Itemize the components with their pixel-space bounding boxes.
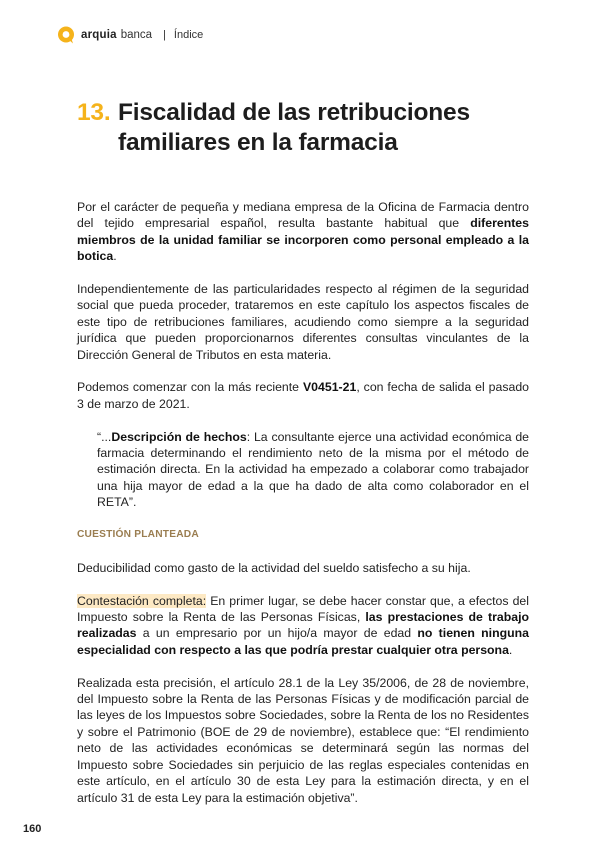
chapter-title: Fiscalidad de las retribuciones familiares en la farmacia: [118, 99, 470, 156]
block-quote: [97, 429, 529, 511]
article-body: [77, 199, 529, 822]
text: .: [113, 249, 117, 264]
text: : La consultante ejerce una actividad económica de farmacia determinando el rendimiento neto de la misma por el método de estimación directa. En la actividad ha empezado a colaborar como trabajador una hija mayor de edad a la que ha dado de alta como colaborador en el RETA”.: [97, 429, 530, 510]
paragraph: [77, 593, 529, 659]
bold-text: diferentes miembros de la unidad familiar se incorporen como personal empleado a la botica: [77, 216, 529, 264]
brand-name: arquia: [81, 29, 117, 41]
arquia-logo-icon: [57, 26, 75, 44]
paragraph: Independientemente de las particularidades respecto al régimen de la seguridad social que pueda proceder, trataremos en este capítulo los aspectos fiscales de este tipo de retribuciones familiares, acudiendo como siempre a la seguridad jurídica que pueden proporcionarnos diferentes consultas vinculantes de la Dirección General de Tributos en esta materia.: [77, 282, 529, 362]
paragraph: Deducibilidad como gasto de la actividad del sueldo satisfecho a su hija.: [77, 560, 471, 575]
section-subheading: CUESTIÓN PLANTEADA: [77, 529, 199, 541]
paragraph: Realizada esta precisión, el artículo 28.1 de la Ley 35/2006, de 28 de noviembre, del Impuesto sobre la Renta de las Personas Físicas y de modificación parcial de las leyes de los Impuestos sobre Sociedades, sobre la Renta de los no Residentes y sobre el Patrimonio (BOE de 29 de noviembre), establece que: “El rendimiento neto de las actividades económicas se determinará según las normas del Impuesto sobre Sociedades sin perjuicio de las reglas especiales contenidas en este artículo, en el artículo 30 de esta Ley para la estimación directa, y en el artículo 31 de esta Ley para la estimación objetiva”.: [77, 675, 529, 805]
consultation-reference: V0451-21: [302, 380, 357, 395]
paragraph: [77, 199, 529, 265]
brand-suffix: banca: [120, 29, 153, 41]
text: a un empresario por un hijo/a mayor de edad: [136, 626, 418, 641]
bold-text: Descripción de hechos: [111, 429, 247, 444]
text: Por el carácter de pequeña y mediana empresa de la Oficina de Farmacia dentro del tejido empresarial español, resulta bastante habitual que: [77, 200, 529, 231]
bold-text: las prestaciones de trabajo realizadas: [77, 610, 530, 641]
page-number: 160: [23, 823, 42, 835]
page-header: [57, 24, 203, 46]
text: , con fecha de salida el pasado 3 de marzo de 2021.: [77, 380, 529, 411]
chapter-number: 13.: [77, 99, 111, 126]
text: .: [508, 642, 513, 657]
text: “...: [97, 429, 112, 444]
text: Podemos comenzar con la más reciente: [77, 380, 303, 395]
highlighted-text: Contestación completa:: [77, 593, 207, 608]
paragraph: [77, 379, 529, 412]
page-title: [77, 98, 547, 158]
index-link[interactable]: Índice: [173, 29, 204, 41]
header-separator: |: [163, 29, 166, 41]
text: En primer lugar, se debe hacer constar que, a efectos del Impuesto sobre la Renta de las Personas Físicas,: [77, 593, 529, 625]
bold-text: no tienen ninguna especialidad con respecto a las que podría prestar cualquier otra persona: [77, 626, 529, 657]
